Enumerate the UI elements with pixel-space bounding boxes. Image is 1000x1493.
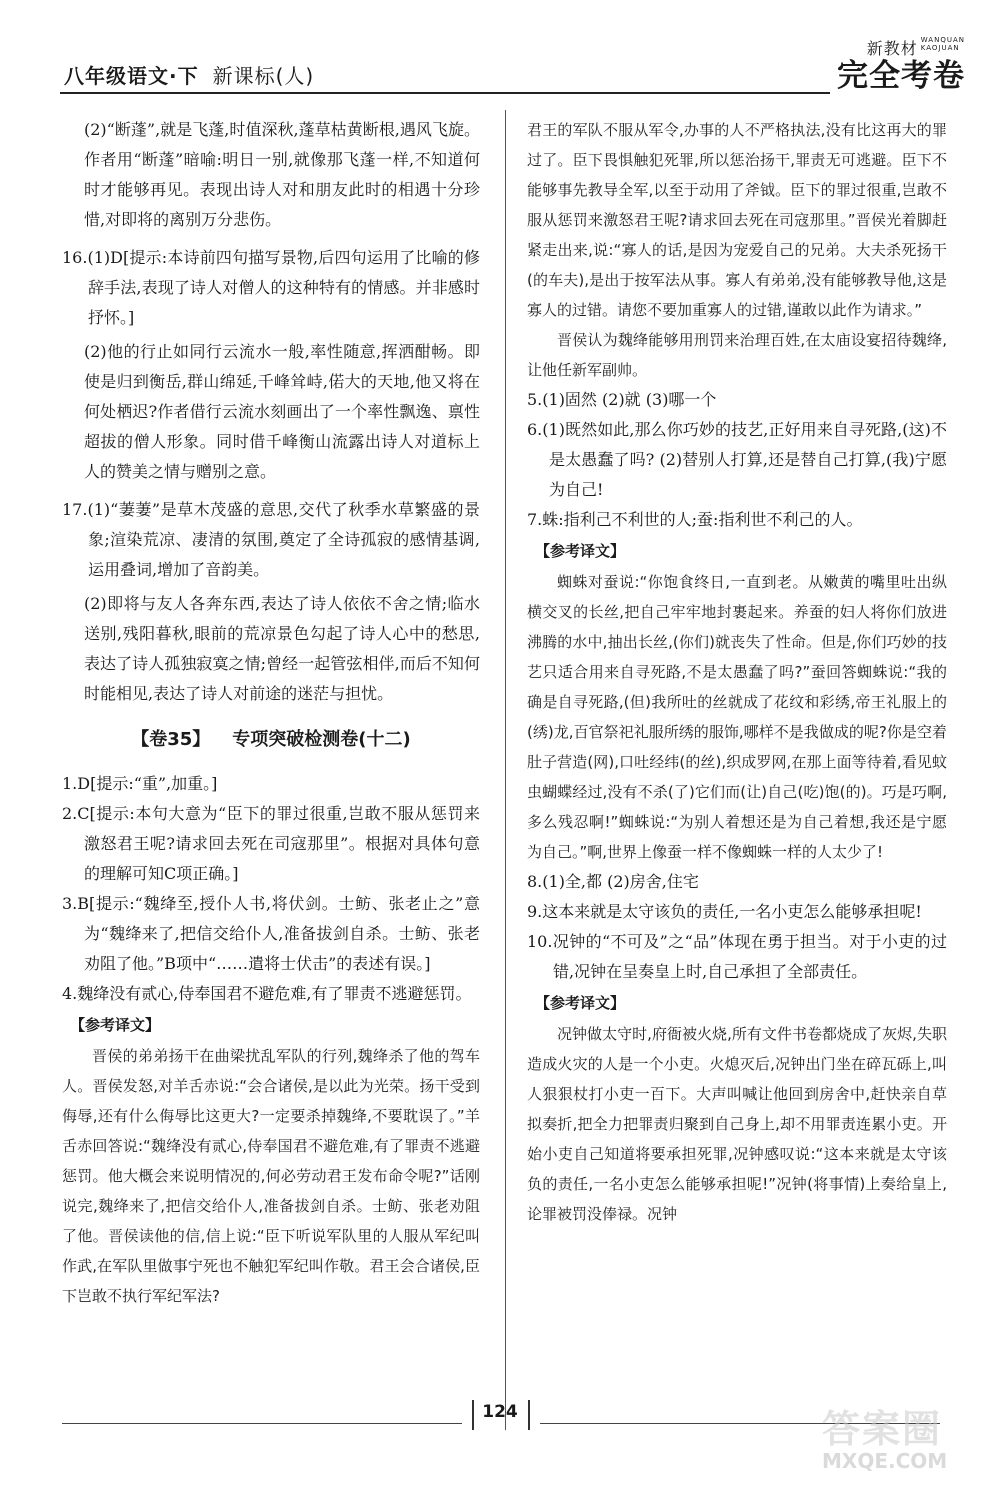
header-title-block [64, 60, 314, 89]
footer-rule-left [62, 1423, 462, 1424]
section-title [62, 723, 480, 757]
answer-9: 9.这本来就是太守该负的责任,一名小吏怎么能够承担呢! [527, 902, 922, 921]
watermark-logo [822, 1398, 982, 1488]
answer-16-1: 16.(1)D[提示:本诗前四句描写景物,后四句运用了比喻的修辞手法,表现了诗人对僧人的这种特有的情感。并非感时抒怀。] [62, 248, 480, 327]
answer-6: 6.(1)既然如此,那么你巧妙的技艺,正好用来自寻死路,(这)不是太愚蠢了吗? (2)替别人打算,还是替自己打算,(我)宁愿为自己! [527, 420, 947, 499]
page-number-bar-right [528, 1400, 530, 1430]
right-column [527, 115, 947, 1229]
answer-1: 1.D[提示:“重”,加重。] [62, 774, 218, 793]
answer-7: 7.蛛:指利己不利世的人;蚕:指利世不利己的人。 [527, 510, 863, 529]
section-label: 【卷35】 [131, 729, 211, 750]
page-header [60, 30, 965, 100]
section-name: 专项突破检测卷(十二) [232, 729, 411, 750]
brand-pinyin-2: KAOJUAN [920, 44, 960, 52]
left-column [62, 115, 480, 1311]
watermark-domain: MXQE.COM [822, 1449, 948, 1473]
answer-4: 4.魏绛没有贰心,侍奉国君不避危难,有了罪责不逃避惩罚。 [62, 984, 472, 1003]
answer-17-2: (2)即将与友人各奔东西,表达了诗人依依不舍之情;临水送别,残阳暮秋,眼前的荒凉景色勾起了诗人心中的愁思,表达了诗人孤独寂寞之情;曾经一起管弦相伴,而后不知何时能相见,表达了诗人对前途的迷茫与担忧。 [84, 594, 480, 703]
page-number: 124 [482, 1402, 518, 1422]
reference-translation-2: 蜘蛛对蚕说:“你饱食终日,一直到老。从嫩黄的嘴里吐出纵横交叉的长丝,把自己牢牢地封裹起来。养蚕的妇人将你们放进沸腾的水中,抽出长丝,(你们)就丧失了性命。但是,你们巧妙的技艺只适合用来自寻死路,不是太愚蠢了吗?”蚕回答蜘蛛说:“我的确是自寻死路,(但)我所吐的丝就成了花纹和彩绣,帝王礼服上的(绣)龙,百官祭祀礼服所绣的服饰,哪样不是我做成的呢?你是空着肚子营造(网),口吐经纬(的丝),织成罗网,在那上面等待着,看见蚊虫蝴蝶经过,没有不杀(了)它们而(让)自己(吃)饱(的)。巧是巧啊,多么残忍啊!”蜘蛛说:“为别人着想还是为自己着想,我还是宁愿为自己。”啊,世界上像蚕一样不像蜘蛛一样的人太少了! [527, 573, 947, 861]
book-title: 八年级语文·下 [64, 64, 199, 88]
reference-translation-1-cont: 君王的军队不服从军令,办事的人不严格执法,没有比这再大的罪过了。臣下畏惧触犯死罪,所以惩治扬干,罪责无可逃避。臣下不能够事先教导全军,以至于动用了斧钺。臣下的罪过很重,岂敢不服从惩罚来激怒君王呢?请求回去死在司寇那里。”晋侯光着脚赶紧走出来,说:“寡人的话,是因为宠爱自己的兄弟。大夫杀死扬干(的车夫),是出于按军法从事。寡人有弟弟,没有能够教导他,这是寡人的过错。请您不要加重寡人的过错,谨敢以此作为请求。” [527, 121, 947, 319]
answer-3: 3.B[提示:“魏绛至,授仆人书,将伏剑。士鲂、张老止之”意为“魏绛来了,把信交给仆人,准备拔剑自杀。士鲂、张老劝阻了他。”B项中“……遣将士伏击”的表述有误。] [62, 894, 480, 973]
edition-label: 新课标(人) [212, 64, 315, 88]
answer-5: 5.(1)固然 (2)就 (3)哪一个 [527, 390, 717, 409]
brand-logo [835, 36, 965, 96]
brand-pinyin-1: WANQUAN [920, 36, 965, 44]
answer-16-2: (2)他的行止如同行云流水一般,率性随意,挥洒酣畅。即使是归到衡岳,群山绵延,千峰耸峙,偌大的天地,他又将在何处栖迟?作者借行云流水刻画出了一个率性飘逸、禀性超拔的僧人形象。同时借千峰衡山流露出诗人对道标上人的赞美之情与赠别之意。 [84, 342, 480, 481]
header-rule [60, 92, 830, 94]
column-divider [505, 110, 506, 1430]
reference-translation-1: 晋侯的弟弟扬干在曲梁扰乱军队的行列,魏绛杀了他的驾车人。晋侯发怒,对羊舌赤说:“会合诸侯,是以此为光荣。扬干受到侮辱,还有什么侮辱比这更大?一定要杀掉魏绛,不要耽误了。”羊舌赤回答说:“魏绛没有贰心,侍奉国君不避危难,有了罪责不逃避惩罚。他大概会来说明情况的,何必劳动君王发布命令呢?”话刚说完,魏绛来了,把信交给仆人,准备拔剑自杀。士鲂、张老劝阻了他。晋侯读他的信,信上说:“臣下听说军队里的人服从军纪叫作武,在军队里做事宁死也不触犯军纪叫作敬。君王会合诸侯,臣下岂敢不执行军纪军法? [62, 1047, 480, 1305]
watermark-text: 答案圈 [822, 1407, 943, 1451]
brand-top: 新教材 [866, 39, 918, 58]
reference-translation-heading: 【参考译文】 [70, 1016, 161, 1034]
reference-translation-heading-2: 【参考译文】 [535, 542, 626, 560]
reference-translation-3: 况钟做太守时,府衙被火烧,所有文件书卷都烧成了灰烬,失职造成火灾的人是一个小吏。火熄灭后,况钟出门坐在碎瓦砾上,叫人狠狠杖打小吏一百下。大声叫喊让他回到房舍中,赶快亲自草拟奏折,把全力把罪责归聚到自己身上,却不用罪责连累小吏。开始小吏自己知道将要承担死罪,况钟感叹说:“这本来就是太守该负的责任,一名小吏怎么能够承担呢!”况钟(将事情)上奏给皇上,论罪被罚没俸禄。况钟 [527, 1025, 947, 1223]
reference-translation-1-end: 晋侯认为魏绛能够用刑罚来治理百姓,在太庙设宴招待魏绛,让他任新军副帅。 [527, 331, 947, 379]
brand-main: 完全考卷 [837, 58, 965, 94]
answer-8: 8.(1)全,都 (2)房舍,住宅 [527, 872, 699, 891]
answer-2: 2.C[提示:本句大意为“臣下的罪过很重,岂敢不服从惩罚来激怒君王呢?请求回去死在司寇那里”。根据对具体句意的理解可知C项正确。] [62, 804, 480, 883]
answer-10: 10.况钟的“不可及”之“品”体现在勇于担当。对于小吏的过错,况钟在呈奏皇上时,自己承担了全部责任。 [527, 932, 947, 981]
reference-translation-heading-3: 【参考译文】 [535, 994, 626, 1012]
answer-17-1: 17.(1)“萋萋”是草木茂盛的意思,交代了秋季水草繁盛的景象;渲染荒凉、凄清的氛围,奠定了全诗孤寂的感情基调,运用叠词,增加了音韵美。 [62, 500, 480, 579]
answer-15-2: (2)“断蓬”,就是飞蓬,时值深秋,蓬草枯黄断根,遇风飞旋。作者用“断蓬”暗喻:明日一别,就像那飞蓬一样,不知道何时才能够再见。表现出诗人对和朋友此时的相遇十分珍惜,对即将的离别万分悲伤。 [84, 120, 480, 229]
